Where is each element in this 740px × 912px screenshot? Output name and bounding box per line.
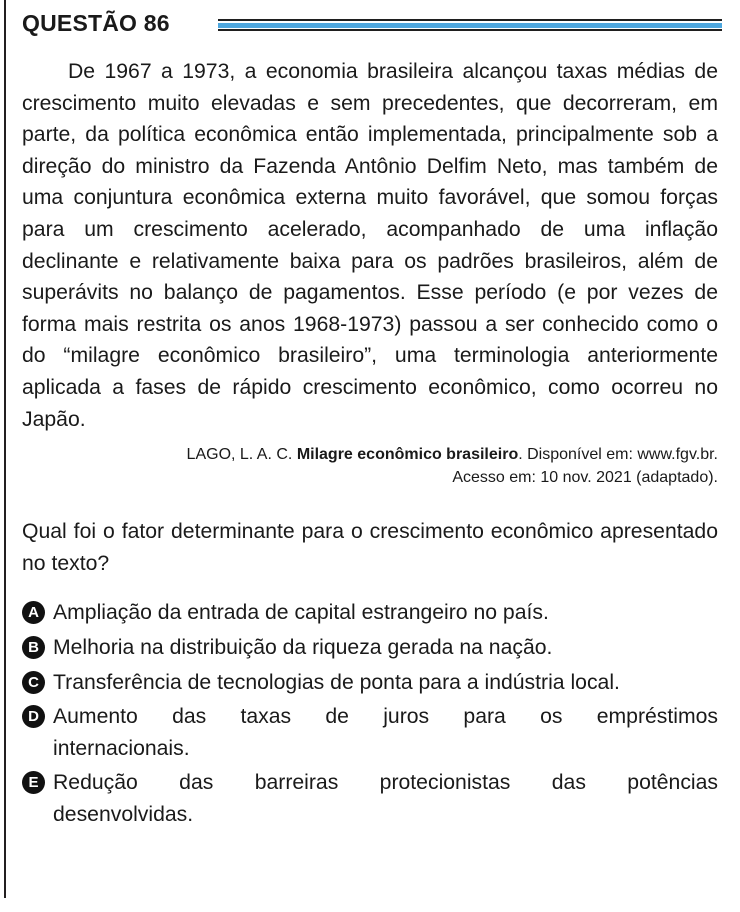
passage-text: De 1967 a 1973, a economia brasileira alcançou taxas médias de crescimento muito elevadas e sem precedentes, que decorreram, em parte, da política econômica então implementada, principalmente sob a direção do ministro da Fazenda Antônio Delfim Neto, mas também de uma conjuntura econômica externa muito favorável, que somou forças para um crescimento acelerado, acompanhado de uma inflação declinante e relativamente baixa para os padrões brasileiros, além de superávits no balanço de pagamentos. Esse período (e por vezes de forma mais restrita os anos 1968-1973) passou a ser conhecido como o do “milagre econômico brasileiro”, uma terminologia anteriormente aplicada a fases de rápido crescimento econômico, como ocorreu no Japão. <box>22 60 718 431</box>
question-number-title: QUESTÃO 86 <box>22 10 170 36</box>
option-text-wrapper <box>53 701 718 764</box>
option-text: Aumento das taxas de juros para os empréstimos <box>53 705 718 729</box>
option-letter-badge: A <box>22 601 45 624</box>
source-author: LAGO, L. A. C. <box>186 446 297 464</box>
source-availability: . Disponível em: www.fgv.br. <box>518 446 718 464</box>
answer-options <box>22 597 718 830</box>
option-text: Transferência de tecnologias de ponta para a indústria local. <box>53 670 620 694</box>
source-access-date: Acesso em: 10 nov. 2021 (adaptado). <box>452 469 718 487</box>
option-letter-badge: E <box>22 771 45 794</box>
option-text-continuation: desenvolvidas. <box>53 802 194 826</box>
option-text-wrapper <box>53 767 718 830</box>
source-title: Milagre econômico brasileiro <box>296 446 519 464</box>
option-c[interactable] <box>22 667 718 699</box>
header-rule-bottom-line <box>218 29 722 31</box>
option-letter-badge: C <box>22 671 45 694</box>
option-text: Melhoria na distribuição da riqueza gerada na nação. <box>53 635 553 659</box>
option-text: Ampliação da entrada de capital estrangeiro no país. <box>53 601 549 625</box>
option-d[interactable] <box>22 701 718 764</box>
question-header <box>22 8 722 44</box>
option-letter-badge: B <box>22 636 45 659</box>
question-content <box>22 56 718 833</box>
option-b[interactable] <box>22 632 718 664</box>
header-decorative-rule <box>218 19 722 31</box>
header-rule-accent-band <box>218 23 722 28</box>
option-letter-badge: D <box>22 705 45 728</box>
header-rule-top-line <box>218 19 722 21</box>
option-a[interactable] <box>22 597 718 629</box>
option-text: Redução das barreiras protecionistas das potências <box>53 771 718 795</box>
option-e[interactable] <box>22 767 718 830</box>
page-left-border <box>4 0 6 898</box>
option-text-continuation: internacionais. <box>53 736 190 760</box>
source-citation <box>22 443 718 489</box>
question-prompt: Qual foi o fator determinante para o crescimento econômico apresentado no texto? <box>22 520 718 575</box>
